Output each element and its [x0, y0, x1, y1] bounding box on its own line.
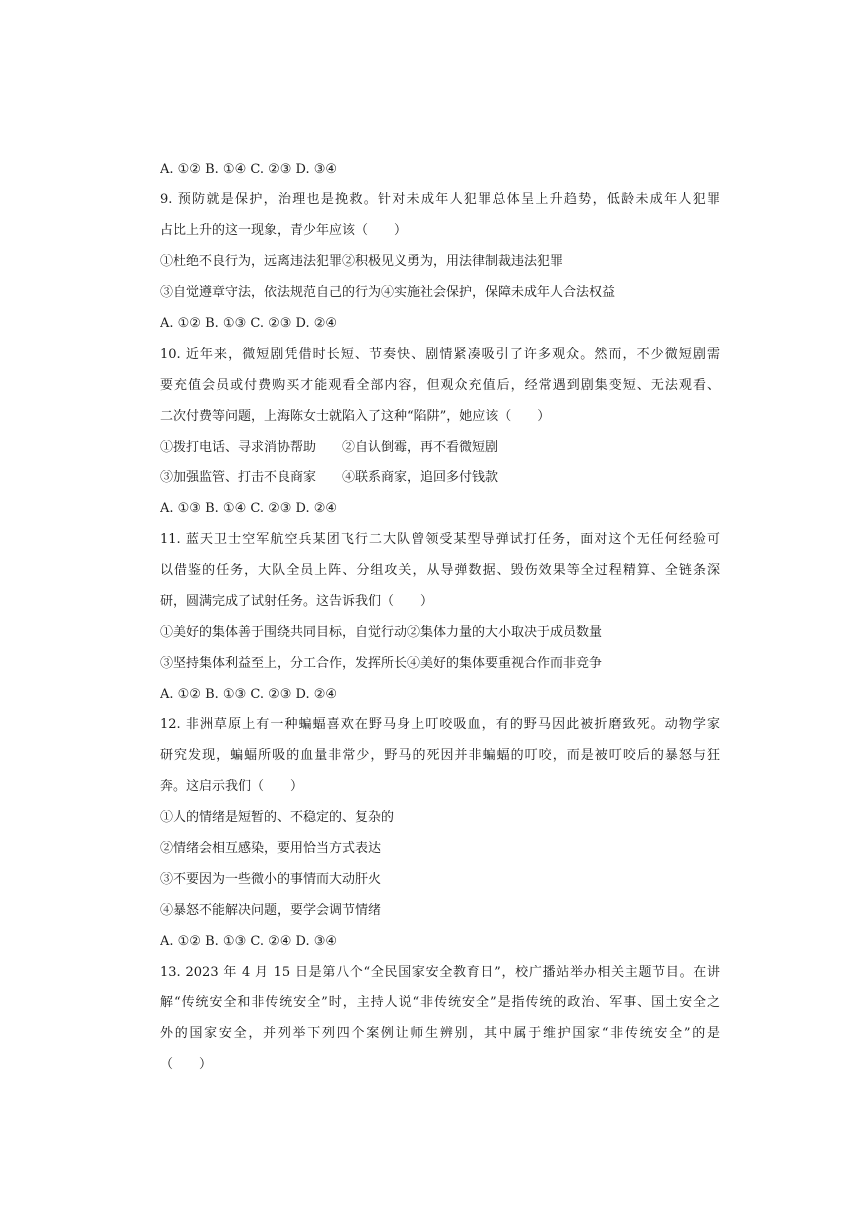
q12-options: A. ①② B. ①③ C. ②④ D. ③④: [160, 934, 338, 949]
q13-stem-line-4: （ ）: [160, 1057, 213, 1072]
q10-statement-1-2: ①拨打电话、寻求消协帮助 ②自认倒霉，再不看微短剧: [160, 440, 499, 455]
q11-statement-1-2: ①美好的集体善于围绕共同目标，自觉行动②集体力量的大小取决于成员数量: [160, 625, 603, 640]
q10-statement-3-4: ③加强监管、打击不良商家 ④联系商家，追回多付钱款: [160, 470, 499, 485]
q13-stem-line-1: 13. 2023 年 4 月 15 日是第八个“全民国家安全教育日”，校广播站举办相关主题节目。在讲: [160, 965, 720, 980]
q12-stem-line-2: 研究发现，蝙蝠所吸的血量非常少，野马的死因并非蝙蝠的叮咬，而是被叮咬后的暴怒与狂: [160, 748, 720, 763]
q11-options: A. ①② B. ①③ C. ②③ D. ②④: [160, 687, 338, 702]
q12-statement-3: ③不要因为一些微小的事情而大动肝火: [160, 872, 382, 887]
q8-options: A. ①② B. ①④ C. ②③ D. ③④: [160, 162, 338, 177]
q9-stem-line-1: 9. 预防就是保护，治理也是挽救。针对未成年人犯罪总体呈上升趋势，低龄未成年人犯罪: [160, 192, 720, 207]
q12-statement-1: ①人的情绪是短暂的、不稳定的、复杂的: [160, 810, 395, 825]
q9-options: A. ①② B. ①③ C. ②③ D. ②④: [160, 316, 338, 331]
q9-statement-3-4: ③自觉遵章守法，依法规范自己的行为④实施社会保护，保障未成年人合法权益: [160, 285, 616, 300]
q9-statement-1-2: ①杜绝不良行为，远离违法犯罪②积极见义勇为，用法律制裁违法犯罪: [160, 254, 564, 269]
q13-stem-line-2: 解“传统安全和非传统安全”时，主持人说“非传统安全”是指传统的政治、军事、国土安全之: [160, 995, 720, 1010]
q12-statement-4: ④暴怒不能解决问题，要学会调节情绪: [160, 903, 382, 918]
q10-options: A. ①③ B. ①④ C. ②③ D. ②④: [160, 501, 338, 516]
q10-stem-line-3: 二次付费等问题，上海陈女士就陷入了这种“陷阱”，她应该（ ）: [160, 409, 551, 424]
q12-stem-line-1: 12. 非洲草原上有一种蝙蝠喜欢在野马身上叮咬吸血，有的野马因此被折磨致死。动物学家: [160, 717, 720, 732]
q11-stem-line-1: 11. 蓝天卫士空军航空兵某团飞行二大队曾领受某型导弹试打任务，面对这个无任何经验可: [160, 532, 720, 547]
q13-stem-line-3: 外的国家安全，并列举下列四个案例让师生辨别，其中属于维护国家“非传统安全”的是: [160, 1026, 720, 1041]
q11-statement-3-4: ③坚持集体利益至上，分工合作，发挥所长④美好的集体要重视合作而非竞争: [160, 656, 603, 671]
q11-stem-line-3: 研，圆满完成了试射任务。这告诉我们（ ）: [160, 594, 434, 609]
q12-stem-line-3: 奔。这启示我们（ ）: [160, 779, 304, 794]
q9-stem-line-2: 占比上升的这一现象，青少年应该（ ）: [160, 223, 408, 238]
q10-stem-line-1: 10. 近年来，微短剧凭借时长短、节奏快、剧情紧凑吸引了许多观众。然而，不少微短剧需: [160, 347, 720, 362]
q10-stem-line-2: 要充值会员或付费购买才能观看全部内容，但观众充值后，经常遇到剧集变短、无法观看、: [160, 378, 720, 393]
q11-stem-line-2: 以借鉴的任务，大队全员上阵、分组攻关，从导弹数据、毁伤效果等全过程精算、全链条深: [160, 563, 720, 578]
q12-statement-2: ②情绪会相互感染，要用恰当方式表达: [160, 841, 382, 856]
